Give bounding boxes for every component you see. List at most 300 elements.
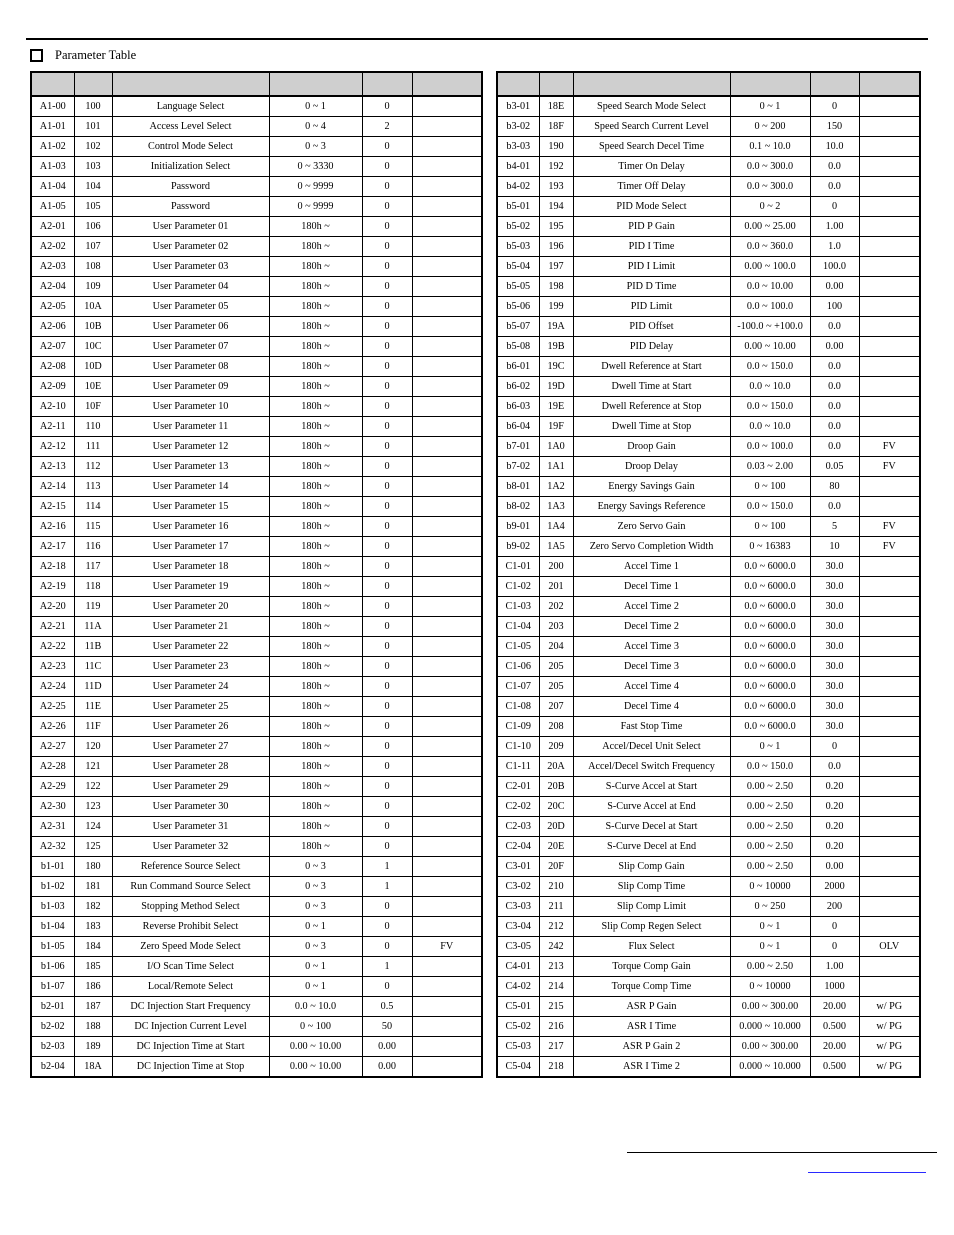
default-value-cell: 200: [810, 897, 859, 917]
checkbox-icon: [30, 49, 43, 62]
setting-range-cell: 0.0 ~ 6000.0: [730, 577, 810, 597]
default-value-cell: 0: [362, 597, 412, 617]
setting-range-cell: 0.000 ~ 10.000: [730, 1057, 810, 1078]
default-value-cell: 2000: [810, 877, 859, 897]
default-value-cell: 20.00: [810, 1037, 859, 1057]
setting-range-cell: 0.0 ~ 6000.0: [730, 617, 810, 637]
param-name-cell: Droop Delay: [573, 457, 730, 477]
table-row: [31, 557, 482, 577]
table-row: [497, 897, 920, 917]
setting-range-cell: 0.0 ~ 6000.0: [730, 657, 810, 677]
param-name-cell: PID Limit: [573, 297, 730, 317]
default-value-cell: 0.20: [810, 777, 859, 797]
setting-range-cell: 0.0 ~ 100.0: [730, 437, 810, 457]
setting-range-cell: 0 ~ 10000: [730, 877, 810, 897]
address-cell: 1A0: [539, 437, 573, 457]
param-number-cell: C1-09: [497, 717, 539, 737]
address-cell: 125: [74, 837, 112, 857]
param-name-cell: Energy Savings Reference: [573, 497, 730, 517]
param-number-cell: A2-04: [31, 277, 74, 297]
param-number-cell: A2-07: [31, 337, 74, 357]
address-cell: 1A1: [539, 457, 573, 477]
param-number-cell: b6-02: [497, 377, 539, 397]
address-cell: 200: [539, 557, 573, 577]
table-row: [31, 417, 482, 437]
note-cell: [412, 237, 482, 257]
address-cell: 10C: [74, 337, 112, 357]
default-value-cell: 0: [362, 317, 412, 337]
table-row: [497, 317, 920, 337]
note-cell: [859, 317, 920, 337]
table-row: [497, 457, 920, 477]
param-number-cell: b2-04: [31, 1057, 74, 1078]
table-row: [497, 417, 920, 437]
setting-range-cell: 180h ~: [269, 437, 362, 457]
param-number-cell: b2-01: [31, 997, 74, 1017]
note-cell: [859, 337, 920, 357]
setting-range-cell: 180h ~: [269, 537, 362, 557]
column-header: [859, 72, 920, 96]
setting-range-cell: 0.00 ~ 300.00: [730, 1037, 810, 1057]
setting-range-cell: 0.0 ~ 300.0: [730, 177, 810, 197]
param-number-cell: A2-15: [31, 497, 74, 517]
setting-range-cell: 0 ~ 16383: [730, 537, 810, 557]
setting-range-cell: 180h ~: [269, 777, 362, 797]
param-name-cell: User Parameter 23: [112, 657, 269, 677]
default-value-cell: 0.00: [362, 1057, 412, 1078]
setting-range-cell: 0.00 ~ 2.50: [730, 817, 810, 837]
table-row: [31, 357, 482, 377]
address-cell: 20D: [539, 817, 573, 837]
param-number-cell: C2-03: [497, 817, 539, 837]
default-value-cell: 0.0: [810, 417, 859, 437]
default-value-cell: 0.500: [810, 1057, 859, 1078]
param-name-cell: Reference Source Select: [112, 857, 269, 877]
setting-range-cell: 0.00 ~ 2.50: [730, 797, 810, 817]
param-number-cell: b1-04: [31, 917, 74, 937]
default-value-cell: 0: [362, 537, 412, 557]
note-cell: [859, 277, 920, 297]
default-value-cell: 30.0: [810, 617, 859, 637]
default-value-cell: 1.00: [810, 217, 859, 237]
param-number-cell: C1-03: [497, 597, 539, 617]
setting-range-cell: 180h ~: [269, 317, 362, 337]
setting-range-cell: 0.0 ~ 6000.0: [730, 557, 810, 577]
note-cell: [412, 157, 482, 177]
address-cell: 212: [539, 917, 573, 937]
default-value-cell: 0: [362, 617, 412, 637]
table-row: [497, 337, 920, 357]
param-number-cell: b1-03: [31, 897, 74, 917]
address-cell: 11B: [74, 637, 112, 657]
setting-range-cell: 180h ~: [269, 717, 362, 737]
address-cell: 207: [539, 697, 573, 717]
table-row: [497, 96, 920, 117]
param-name-cell: Speed Search Current Level: [573, 117, 730, 137]
table-row: [31, 897, 482, 917]
table-row: [31, 577, 482, 597]
param-name-cell: Timer On Delay: [573, 157, 730, 177]
param-name-cell: User Parameter 05: [112, 297, 269, 317]
address-cell: 19D: [539, 377, 573, 397]
table-row: [31, 977, 482, 997]
param-number-cell: b8-01: [497, 477, 539, 497]
default-value-cell: 20.00: [810, 997, 859, 1017]
setting-range-cell: 0 ~ 100: [730, 517, 810, 537]
table-row: [31, 857, 482, 877]
param-name-cell: Slip Comp Regen Select: [573, 917, 730, 937]
column-header: [112, 72, 269, 96]
address-cell: 111: [74, 437, 112, 457]
param-name-cell: Dwell Reference at Stop: [573, 397, 730, 417]
table-row: [497, 997, 920, 1017]
default-value-cell: 0: [362, 637, 412, 657]
setting-range-cell: 0 ~ 1: [730, 737, 810, 757]
table-row: [31, 1017, 482, 1037]
param-number-cell: b4-01: [497, 157, 539, 177]
setting-range-cell: 180h ~: [269, 297, 362, 317]
param-name-cell: Decel Time 2: [573, 617, 730, 637]
note-cell: [412, 737, 482, 757]
param-name-cell: Speed Search Decel Time: [573, 137, 730, 157]
table-row: [497, 357, 920, 377]
column-header: [74, 72, 112, 96]
default-value-cell: 0.5: [362, 997, 412, 1017]
setting-range-cell: 0 ~ 9999: [269, 177, 362, 197]
param-name-cell: PID I Time: [573, 237, 730, 257]
table-row: [31, 997, 482, 1017]
setting-range-cell: 0 ~ 10000: [730, 977, 810, 997]
setting-range-cell: 0.00 ~ 10.00: [269, 1037, 362, 1057]
param-name-cell: Accel Time 1: [573, 557, 730, 577]
default-value-cell: 0.20: [810, 797, 859, 817]
default-value-cell: 0: [362, 797, 412, 817]
param-name-cell: User Parameter 07: [112, 337, 269, 357]
address-cell: 242: [539, 937, 573, 957]
setting-range-cell: 0 ~ 1: [730, 917, 810, 937]
param-name-cell: ASR P Gain: [573, 997, 730, 1017]
param-number-cell: C4-02: [497, 977, 539, 997]
setting-range-cell: 0 ~ 3330: [269, 157, 362, 177]
address-cell: 193: [539, 177, 573, 197]
note-cell: [412, 877, 482, 897]
address-cell: 20F: [539, 857, 573, 877]
setting-range-cell: 180h ~: [269, 497, 362, 517]
note-cell: [412, 1017, 482, 1037]
note-cell: [412, 997, 482, 1017]
setting-range-cell: 0 ~ 1: [269, 977, 362, 997]
default-value-cell: 0: [362, 157, 412, 177]
setting-range-cell: 0 ~ 1: [269, 957, 362, 977]
param-name-cell: User Parameter 32: [112, 837, 269, 857]
default-value-cell: 1: [362, 877, 412, 897]
param-name-cell: Fast Stop Time: [573, 717, 730, 737]
note-cell: [859, 557, 920, 577]
note-cell: [859, 877, 920, 897]
param-number-cell: b2-03: [31, 1037, 74, 1057]
param-number-cell: A2-24: [31, 677, 74, 697]
note-cell: [859, 597, 920, 617]
param-number-cell: A2-28: [31, 757, 74, 777]
param-number-cell: C4-01: [497, 957, 539, 977]
param-number-cell: C5-04: [497, 1057, 539, 1078]
note-cell: [412, 917, 482, 937]
address-cell: 195: [539, 217, 573, 237]
default-value-cell: 30.0: [810, 717, 859, 737]
param-number-cell: A2-13: [31, 457, 74, 477]
param-number-cell: b5-04: [497, 257, 539, 277]
table-row: [31, 317, 482, 337]
section-title: Parameter Table: [55, 47, 137, 62]
address-cell: 10F: [74, 397, 112, 417]
table-row: [497, 677, 920, 697]
table-row: [497, 557, 920, 577]
setting-range-cell: 0.03 ~ 2.00: [730, 457, 810, 477]
param-number-cell: C1-05: [497, 637, 539, 657]
setting-range-cell: 0.00 ~ 100.0: [730, 257, 810, 277]
address-cell: 107: [74, 237, 112, 257]
default-value-cell: 0: [362, 397, 412, 417]
note-cell: [412, 1037, 482, 1057]
param-name-cell: PID P Gain: [573, 217, 730, 237]
note-cell: [412, 177, 482, 197]
note-cell: [859, 357, 920, 377]
table-row: [31, 917, 482, 937]
table-row: [497, 217, 920, 237]
param-name-cell: Decel Time 3: [573, 657, 730, 677]
address-cell: 1A4: [539, 517, 573, 537]
default-value-cell: 0.20: [810, 837, 859, 857]
note-cell: [412, 417, 482, 437]
default-value-cell: 0: [362, 277, 412, 297]
note-cell: [412, 197, 482, 217]
note-cell: [859, 577, 920, 597]
param-name-cell: PID I Limit: [573, 257, 730, 277]
address-cell: 19B: [539, 337, 573, 357]
note-cell: [859, 117, 920, 137]
default-value-cell: 150: [810, 117, 859, 137]
param-number-cell: C5-03: [497, 1037, 539, 1057]
setting-range-cell: 0 ~ 3: [269, 857, 362, 877]
table-row: [497, 977, 920, 997]
param-name-cell: Password: [112, 177, 269, 197]
table-row: [31, 457, 482, 477]
param-number-cell: A2-27: [31, 737, 74, 757]
default-value-cell: 2: [362, 117, 412, 137]
address-cell: 211: [539, 897, 573, 917]
default-value-cell: 0: [810, 197, 859, 217]
address-cell: 123: [74, 797, 112, 817]
param-name-cell: User Parameter 20: [112, 597, 269, 617]
setting-range-cell: 180h ~: [269, 257, 362, 277]
param-number-cell: A2-19: [31, 577, 74, 597]
setting-range-cell: 0.00 ~ 2.50: [730, 837, 810, 857]
param-name-cell: User Parameter 16: [112, 517, 269, 537]
note-cell: w/ PG: [859, 997, 920, 1017]
param-number-cell: b1-02: [31, 877, 74, 897]
table-row: [31, 737, 482, 757]
default-value-cell: 0: [362, 377, 412, 397]
setting-range-cell: 180h ~: [269, 277, 362, 297]
param-number-cell: A1-05: [31, 197, 74, 217]
param-number-cell: b1-07: [31, 977, 74, 997]
param-number-cell: b5-06: [497, 297, 539, 317]
param-name-cell: User Parameter 31: [112, 817, 269, 837]
param-number-cell: b2-02: [31, 1017, 74, 1037]
table-row: [497, 957, 920, 977]
note-cell: [412, 457, 482, 477]
param-name-cell: Password: [112, 197, 269, 217]
table-row: [497, 257, 920, 277]
section-header: [30, 46, 136, 64]
param-name-cell: User Parameter 22: [112, 637, 269, 657]
param-number-cell: A2-08: [31, 357, 74, 377]
note-cell: [412, 577, 482, 597]
footer-link[interactable]: [808, 1172, 926, 1173]
address-cell: 103: [74, 157, 112, 177]
param-number-cell: C3-04: [497, 917, 539, 937]
setting-range-cell: 0 ~ 1: [730, 937, 810, 957]
address-cell: 216: [539, 1017, 573, 1037]
note-cell: [859, 977, 920, 997]
note-cell: [859, 417, 920, 437]
param-number-cell: A1-00: [31, 96, 74, 117]
note-cell: w/ PG: [859, 1057, 920, 1078]
note-cell: [859, 897, 920, 917]
setting-range-cell: 0.0 ~ 6000.0: [730, 697, 810, 717]
setting-range-cell: 0.0 ~ 150.0: [730, 497, 810, 517]
param-name-cell: PID Delay: [573, 337, 730, 357]
table-row: [497, 877, 920, 897]
setting-range-cell: 0.00 ~ 2.50: [730, 957, 810, 977]
column-header: [730, 72, 810, 96]
note-cell: [412, 897, 482, 917]
default-value-cell: 0: [810, 917, 859, 937]
table-row: [497, 797, 920, 817]
address-cell: 10D: [74, 357, 112, 377]
note-cell: [412, 537, 482, 557]
param-name-cell: Slip Comp Limit: [573, 897, 730, 917]
table-row: [497, 657, 920, 677]
param-name-cell: Accel Time 2: [573, 597, 730, 617]
address-cell: 198: [539, 277, 573, 297]
table-row: [31, 237, 482, 257]
address-cell: 120: [74, 737, 112, 757]
note-cell: [412, 977, 482, 997]
param-number-cell: b5-02: [497, 217, 539, 237]
address-cell: 181: [74, 877, 112, 897]
param-number-cell: C1-01: [497, 557, 539, 577]
param-name-cell: User Parameter 24: [112, 677, 269, 697]
default-value-cell: 0: [362, 557, 412, 577]
default-value-cell: 0.0: [810, 437, 859, 457]
param-name-cell: User Parameter 29: [112, 777, 269, 797]
table-row: [497, 297, 920, 317]
note-cell: [859, 137, 920, 157]
note-cell: [859, 917, 920, 937]
param-name-cell: ASR I Time 2: [573, 1057, 730, 1078]
param-number-cell: C1-06: [497, 657, 539, 677]
table-row: [497, 697, 920, 717]
note-cell: [412, 96, 482, 117]
table-row: [31, 177, 482, 197]
default-value-cell: 0: [362, 757, 412, 777]
default-value-cell: 0.00: [810, 337, 859, 357]
param-name-cell: Stopping Method Select: [112, 897, 269, 917]
param-name-cell: Energy Savings Gain: [573, 477, 730, 497]
address-cell: 18A: [74, 1057, 112, 1078]
note-cell: [412, 857, 482, 877]
default-value-cell: 0.00: [362, 1037, 412, 1057]
param-number-cell: b9-02: [497, 537, 539, 557]
table-row: [31, 197, 482, 217]
table-row: [31, 597, 482, 617]
default-value-cell: 50: [362, 1017, 412, 1037]
note-cell: [859, 697, 920, 717]
table-row: [497, 597, 920, 617]
address-cell: 118: [74, 577, 112, 597]
setting-range-cell: 180h ~: [269, 757, 362, 777]
param-name-cell: Control Mode Select: [112, 137, 269, 157]
param-number-cell: A1-02: [31, 137, 74, 157]
table-row: [497, 717, 920, 737]
note-cell: [412, 517, 482, 537]
column-header: [573, 72, 730, 96]
note-cell: [859, 477, 920, 497]
default-value-cell: 0.20: [810, 817, 859, 837]
param-name-cell: ASR P Gain 2: [573, 1037, 730, 1057]
table-row: [31, 297, 482, 317]
default-value-cell: 0.0: [810, 317, 859, 337]
table-row: [497, 777, 920, 797]
param-name-cell: S-Curve Accel at Start: [573, 777, 730, 797]
setting-range-cell: 0.00 ~ 2.50: [730, 777, 810, 797]
param-name-cell: S-Curve Decel at Start: [573, 817, 730, 837]
table-row: [497, 817, 920, 837]
column-header: [269, 72, 362, 96]
address-cell: 20A: [539, 757, 573, 777]
note-cell: [859, 257, 920, 277]
note-cell: [859, 777, 920, 797]
default-value-cell: 0: [362, 897, 412, 917]
param-number-cell: b5-03: [497, 237, 539, 257]
note-cell: [412, 597, 482, 617]
setting-range-cell: 0 ~ 1: [269, 917, 362, 937]
address-cell: 104: [74, 177, 112, 197]
param-name-cell: I/O Scan Time Select: [112, 957, 269, 977]
note-cell: [859, 96, 920, 117]
table-row: [497, 837, 920, 857]
address-cell: 10B: [74, 317, 112, 337]
note-cell: [859, 817, 920, 837]
param-name-cell: DC Injection Time at Start: [112, 1037, 269, 1057]
note-cell: [412, 617, 482, 637]
setting-range-cell: 180h ~: [269, 597, 362, 617]
table-row: [497, 617, 920, 637]
address-cell: 124: [74, 817, 112, 837]
note-cell: [412, 957, 482, 977]
note-cell: [859, 397, 920, 417]
address-cell: 1A5: [539, 537, 573, 557]
note-cell: [412, 757, 482, 777]
address-cell: 106: [74, 217, 112, 237]
note-cell: [412, 1057, 482, 1078]
table-row: [497, 577, 920, 597]
param-number-cell: b7-01: [497, 437, 539, 457]
default-value-cell: 0: [362, 417, 412, 437]
address-cell: 197: [539, 257, 573, 277]
param-number-cell: b3-02: [497, 117, 539, 137]
